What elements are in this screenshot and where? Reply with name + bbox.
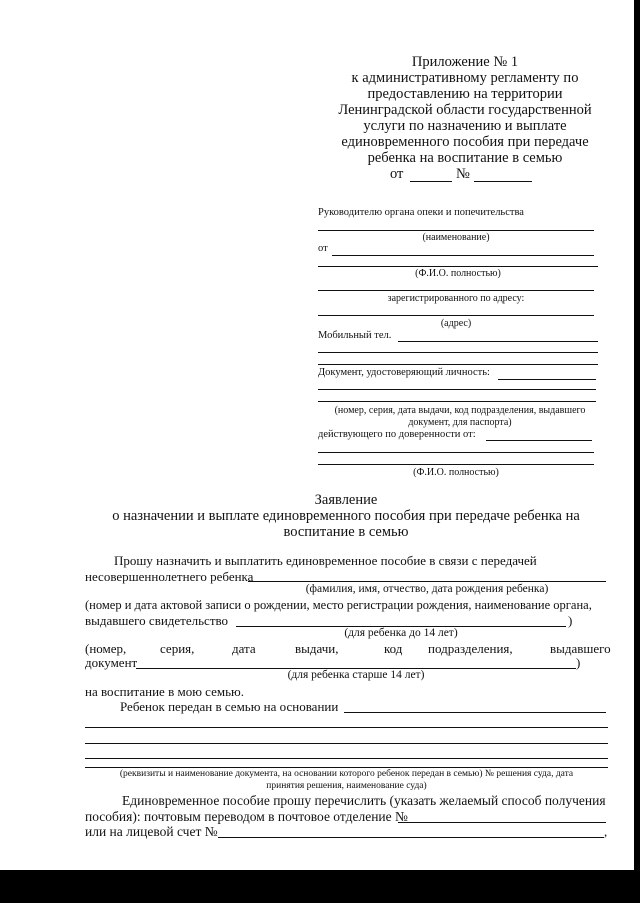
basis-field-2[interactable] <box>85 727 608 728</box>
mobile-field[interactable] <box>398 341 598 342</box>
annex-line: ребенка на воспитание в семью <box>367 150 563 166</box>
basis-caption-1: (реквизиты и наименование документа, на основании которого ребенок передан в семью) № решения суда, дата <box>119 769 574 779</box>
id-document-field[interactable] <box>498 379 596 380</box>
applicant-name-field[interactable] <box>332 255 594 256</box>
statement-subtitle: воспитание в семью <box>283 524 409 540</box>
post-office-field[interactable] <box>398 822 606 823</box>
paren: ) <box>568 613 573 628</box>
payment-line-2: пособия): почтовым переводом в почтовое отделение № <box>85 809 408 824</box>
proxy-field-3[interactable] <box>318 464 594 465</box>
proxy-fio-caption: (Ф.И.О. полностью) <box>413 467 499 478</box>
paren: ) <box>576 655 581 670</box>
annex-line: услуги по назначению и выплате <box>363 118 567 134</box>
annex-number-label: № <box>456 166 470 182</box>
proxy-field-2[interactable] <box>318 452 594 453</box>
proxy-date-field[interactable] <box>486 440 592 441</box>
registered-label: зарегистрированного по адресу: <box>387 293 525 304</box>
proxy-label: действующего по доверенности от: <box>318 429 476 440</box>
address-caption: (адрес) <box>440 318 472 329</box>
id-document-label: Документ, удостоверяющий личность: <box>318 367 490 378</box>
mobile-field-3[interactable] <box>318 364 598 365</box>
child-name-caption: (фамилия, имя, отчество, дата рождения ребенка) <box>305 583 549 595</box>
doc-word: (номер, <box>85 641 127 656</box>
annex-line: Ленинградской области государственной <box>338 102 592 118</box>
mobile-label: Мобильный тел. <box>318 330 392 341</box>
document-label: документ <box>85 655 138 670</box>
authority-name-field[interactable] <box>318 230 594 231</box>
payment-line-3: или на лицевой счет № <box>85 824 218 839</box>
account-field[interactable] <box>218 837 604 838</box>
doc-word: выдачи, <box>295 641 339 656</box>
over-14-caption: (для ребенка старше 14 лет) <box>287 669 425 681</box>
authority-name-caption: (наименование) <box>422 232 490 243</box>
basis-caption-2: принятия решения, наименование суда) <box>266 781 427 791</box>
id-document-caption-2: документ, для паспорта) <box>408 417 512 428</box>
id-document-field-3[interactable] <box>318 401 596 402</box>
payment-line-1: Единовременное пособие прошу перечислить (указать желаемый способ получения <box>122 793 606 808</box>
address-field[interactable] <box>318 315 594 316</box>
annex-date-field[interactable] <box>410 181 452 182</box>
addressee-to: Руководителю органа опеки и попечительства <box>318 207 524 218</box>
applicant-name-field-2[interactable] <box>318 266 598 267</box>
annex-line: предоставлению на территории <box>367 86 563 102</box>
fio-caption: (Ф.И.О. полностью) <box>415 268 501 279</box>
birth-certificate-issuer: выдавшего свидетельство <box>85 613 229 628</box>
basis-field-5[interactable] <box>85 767 608 768</box>
child-name-field[interactable] <box>248 581 606 582</box>
annex-line: к административному регламенту по <box>351 70 579 86</box>
id-document-caption-1: (номер, серия, дата выдачи, код подразделения, выдавшего <box>334 405 586 416</box>
applicant-extra-field[interactable] <box>318 290 594 291</box>
doc-word: выдавшего <box>550 641 611 656</box>
annex-title: Приложение № 1 <box>411 54 519 70</box>
statement-title: Заявление <box>314 492 378 508</box>
doc-word: серия, <box>160 641 195 656</box>
annex-from-label: от <box>390 166 404 182</box>
basis-field[interactable] <box>344 712 606 713</box>
doc-word: дата <box>232 641 256 656</box>
request-line-2: несовершеннолетнего ребенка <box>85 569 254 584</box>
basis-label: Ребенок передан в семью на основании <box>120 699 339 714</box>
upbringing-text: на воспитание в мою семью. <box>85 684 244 699</box>
mobile-field-2[interactable] <box>318 352 598 353</box>
birth-certificate-note: (номер и дата актовой записи о рождении, место регистрации рождения, наименование органа, <box>85 598 592 612</box>
annex-number-field[interactable] <box>474 181 532 182</box>
scan-bottom-border <box>0 870 640 903</box>
doc-word: подразделения, <box>428 641 513 656</box>
basis-field-4[interactable] <box>85 758 608 759</box>
annex-line: единовременного пособия при передаче <box>341 134 589 150</box>
id-document-field-2[interactable] <box>318 389 596 390</box>
comma: , <box>604 824 608 839</box>
scan-edge <box>634 0 640 870</box>
statement-subtitle: о назначении и выплате единовременного пособия при передаче ребенка на <box>112 508 580 524</box>
under-14-caption: (для ребенка до 14 лет) <box>344 627 458 639</box>
from-label: от <box>318 243 328 254</box>
doc-word: код <box>384 641 403 656</box>
basis-field-3[interactable] <box>85 743 608 744</box>
request-line-1: Прошу назначить и выплатить единовременное пособие в связи с передачей <box>114 553 537 568</box>
